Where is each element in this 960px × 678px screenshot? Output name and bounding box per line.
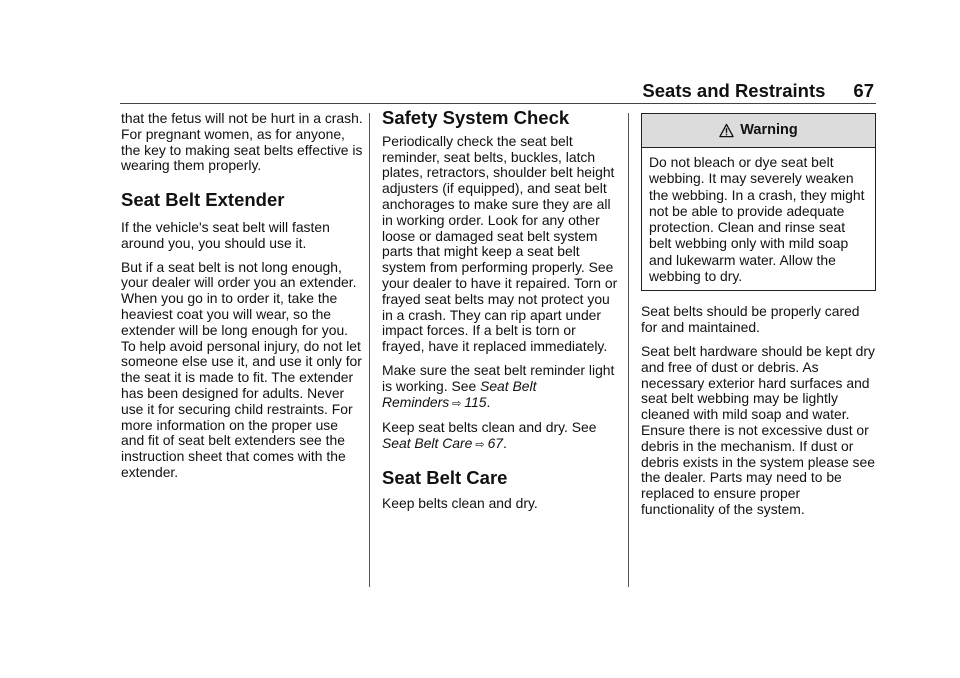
warning-box bbox=[641, 113, 876, 291]
safety-check-paragraph: Periodically check the seat belt reminder, seat belts, buckles, latch plates, retractors, shoulder belt height adjusters (if equipped), and seat belt anchorages to make sure they are all in working order. Look for any other loose or damaged seat belt system parts that might keep a seat belt system from performing properly. See your dealer to have it repaired. Torn or frayed seat belts may not protect you in a crash. They can rip apart under impact forces. If a belt is torn or frayed, have it replaced immediately. bbox=[382, 132, 618, 355]
warning-title: Warning bbox=[740, 121, 798, 138]
column-divider-right bbox=[628, 113, 629, 587]
reminder-paragraph: Make sure the seat belt reminder light is working. See Seat Belt Reminders ⇨ 115. bbox=[382, 361, 615, 410]
page-header bbox=[642, 80, 874, 102]
seat-belt-extender-heading: Seat Belt Extender bbox=[121, 189, 285, 211]
hardware-paragraph: Seat belt hardware should be kept dry and free of dust or debris. As necessary exterior hard surfaces and seat belt webbing may be lightly cleaned with mild soap and water. Ensure there is not excessive dust or debris in the mechanism. If dust or debris exists in the system please see the dealer. Parts may need to be replaced to ensure proper functionality of the system. bbox=[641, 342, 875, 517]
warning-body bbox=[642, 148, 875, 290]
seat-belt-care-link[interactable]: Seat Belt Care bbox=[382, 435, 473, 452]
section-title: Seats and Restraints bbox=[642, 80, 826, 101]
extender-paragraph-2: But if a seat belt is not long enough, your dealer will order you an extender. When you go in to order it, take the heaviest coat you will wear, so the extender will be long enough for you. To help avoid personal injury, do not let someone else use it, and use it only for the seat it is made to fit. The extender has been designed for adults. Never use it for securing child restraints. For more information on the proper use and fit of seat belt extenders see the instruction sheet that comes with the extender. bbox=[121, 258, 362, 480]
warning-triangle-icon bbox=[719, 123, 734, 138]
warning-text: Do not bleach or dye seat belt webbing. It may severely weaken the webbing. In a crash, they might not be able to provide adequate protection. Clean and rinse seat belt webbing only with mild soap and lukewarm water. Allow the webbing to dry. bbox=[649, 154, 865, 285]
care-paragraph: Keep belts clean and dry. bbox=[382, 494, 538, 511]
intro-paragraph: that the fetus will not be hurt in a crash. For pregnant women, as for anyone, the key to making seat belts effective is wearing them properly. bbox=[121, 110, 363, 174]
safety-system-check-heading: Safety System Check bbox=[382, 107, 570, 128]
warning-header bbox=[642, 114, 875, 148]
column-middle bbox=[382, 107, 620, 520]
column-left bbox=[121, 111, 363, 489]
seat-belt-reminders-link[interactable]: Seat Belt Reminders bbox=[382, 377, 537, 410]
column-divider-left bbox=[369, 113, 370, 587]
page-number: 67 bbox=[853, 80, 874, 101]
header-rule bbox=[120, 103, 876, 104]
page-ref-67[interactable]: 67 bbox=[487, 435, 504, 452]
page-ref-arrow-icon: ⇨ bbox=[452, 397, 462, 410]
clean-dry-paragraph: Keep seat belts clean and dry. See Seat Belt Care ⇨ 67. bbox=[382, 419, 597, 452]
care-maintain-paragraph: Seat belts should be properly cared for and maintained. bbox=[641, 303, 860, 336]
page-ref-arrow-icon: ⇨ bbox=[475, 439, 485, 452]
column-right bbox=[641, 111, 876, 526]
page-ref-115[interactable]: 115 bbox=[464, 393, 487, 410]
seat-belt-care-heading: Seat Belt Care bbox=[382, 466, 508, 488]
extender-paragraph-1: If the vehicle's seat belt will fasten around you, you should use it. bbox=[121, 218, 330, 251]
